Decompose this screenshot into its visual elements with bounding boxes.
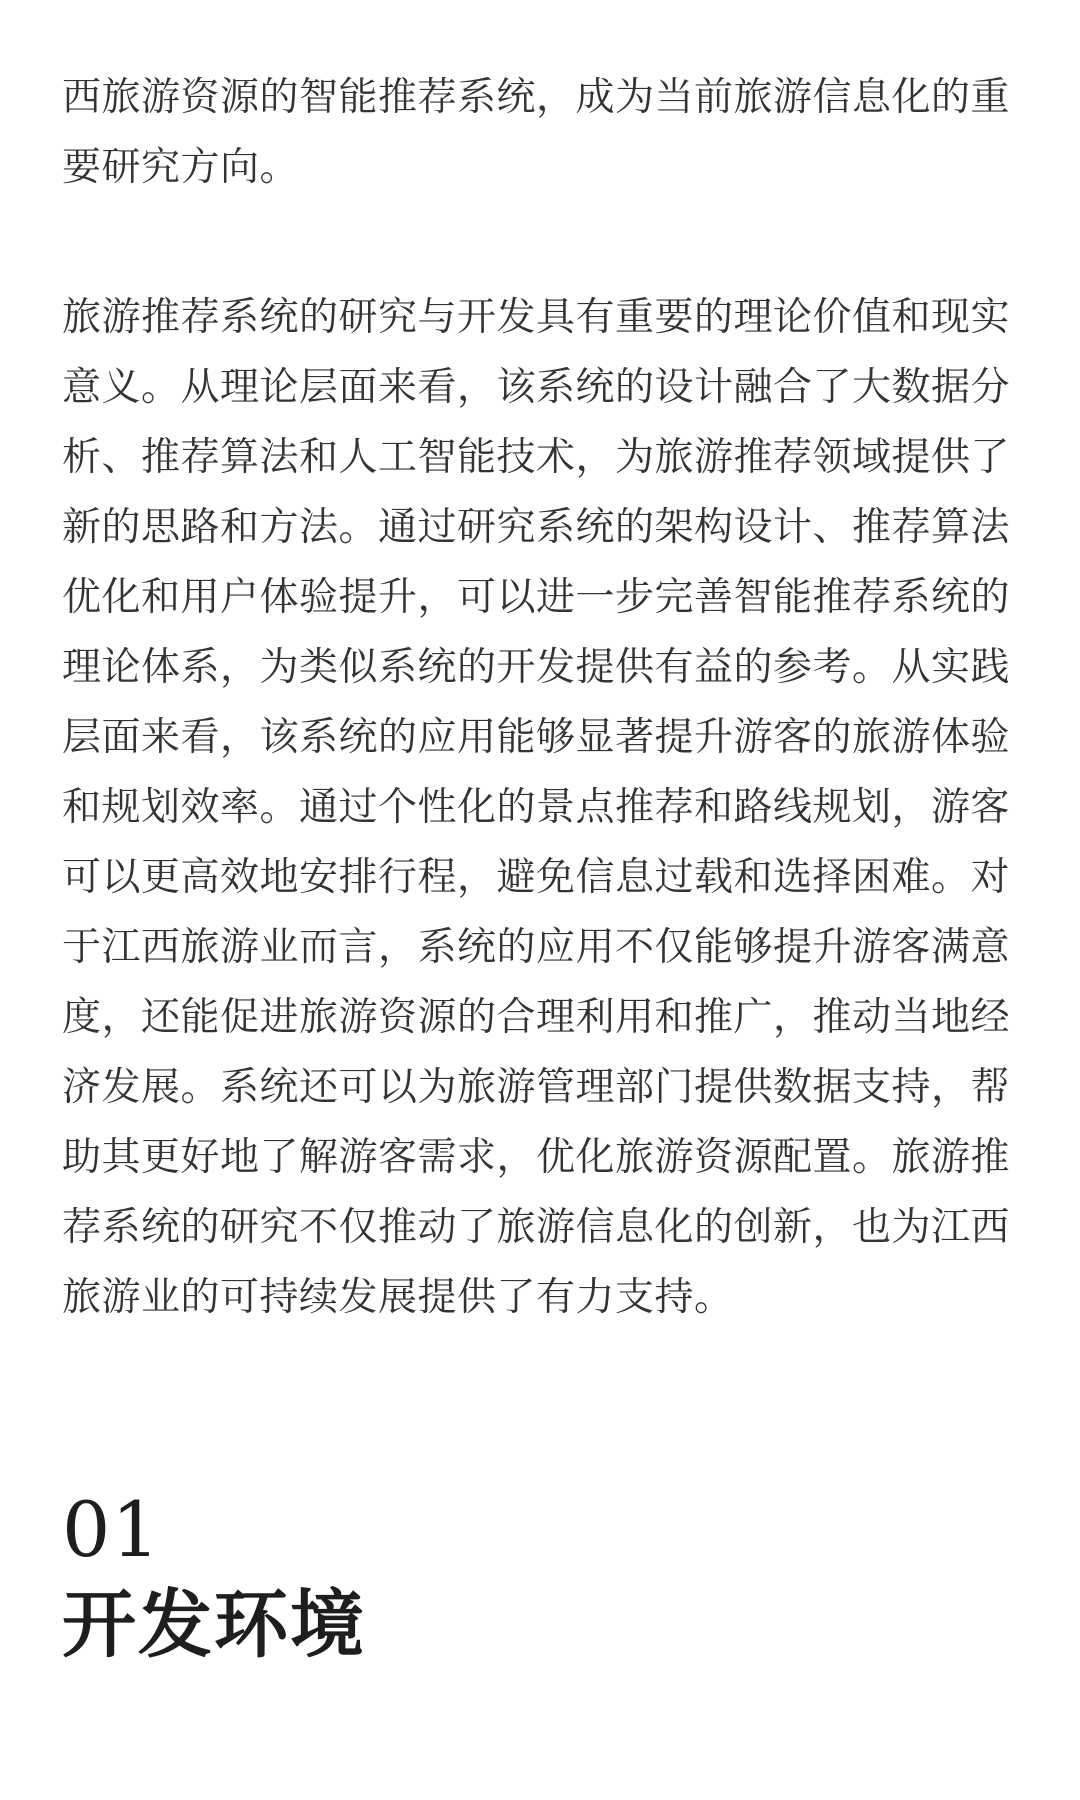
section-title: 开发环境 (62, 1582, 366, 1668)
section-number: 01 (62, 1485, 161, 1574)
paragraph-significance: 旅游推荐系统的研究与开发具有重要的理论价值和现实意义。从理论层面来看，该系统的设计融合了大数据分析、推荐算法和人工智能技术，为旅游推荐领域提供了新的思路和方法。通过研究系统的架构设计、推荐算法优化和用户体验提升，可以进一步完善智能推荐系统的理论体系，为类似系统的开发提供有益的参考。从实践层面来看，该系统的应用能够显著提升游客的旅游体验和规划效率。通过个性化的景点推荐和路线规划，游客可以更高效地安排行程，避免信息过载和选择困难。对于江西旅游业而言，系统的应用不仅能够提升游客满意度，还能促进旅游资源的合理利用和推广，推动当地经济发展。系统还可以为旅游管理部门提供数据支持，帮助其更好地了解游客需求，优化旅游资源配置。旅游推荐系统的研究不仅推动了旅游信息化的创新，也为江西旅游业的可持续发展提供了有力支持。 (62, 295, 1011, 1320)
paragraph-intro-tail: 西旅游资源的智能推荐系统，成为当前旅游信息化的重要研究方向。 (62, 75, 1011, 190)
section-heading (62, 1485, 1022, 1675)
